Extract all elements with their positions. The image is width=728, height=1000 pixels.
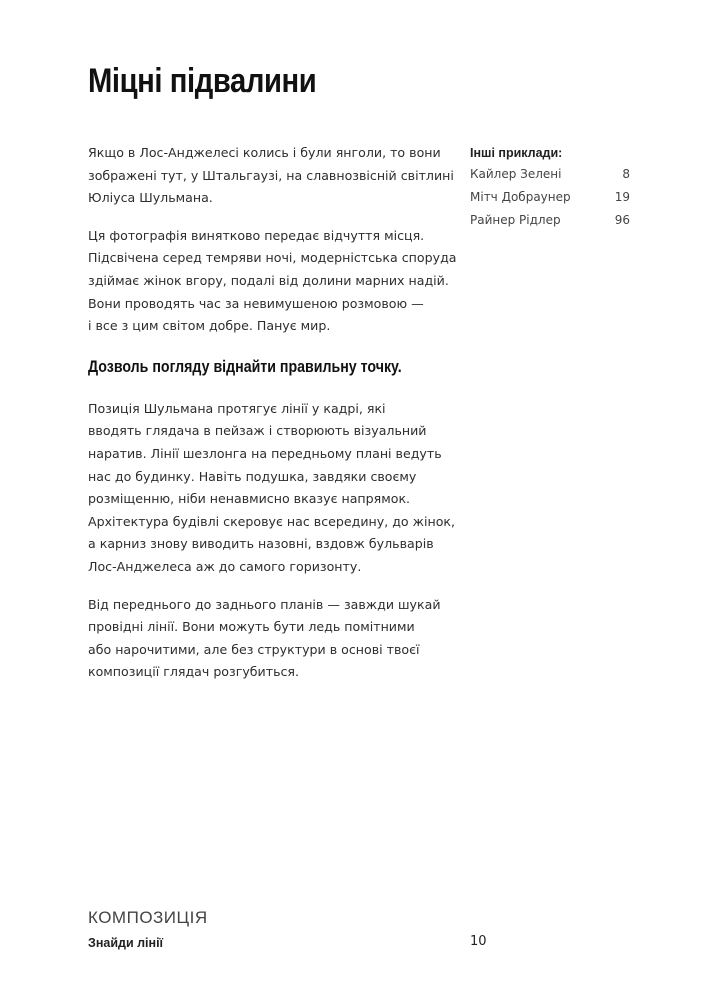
sidebar-item-page: 8	[622, 167, 630, 181]
sidebar-item	[470, 186, 630, 209]
other-examples-sidebar	[470, 146, 630, 232]
sidebar-item-name: Мітч Добраунер	[470, 190, 571, 204]
sidebar-item-name: Кайлер Зелені	[470, 167, 562, 181]
paragraph: Якщо в Лос-Анджелесі колись і були янголи, то вони зображені тут, у Штальгаузі, на славнозвісній світлині Юліуса Шульмана.	[88, 145, 454, 206]
page-title: Міцні підвалини	[88, 62, 317, 100]
paragraph: Від переднього до заднього планів — завжди шукай провідні лінії. Вони можуть бути ледь помітними або нарочитими, але без структури в основі твоєї композиції глядач розгубиться.	[88, 596, 441, 680]
sidebar-item-page: 19	[614, 190, 630, 204]
page-number: 10	[470, 934, 487, 949]
sidebar-item	[470, 163, 630, 186]
subheading: Дозволь погляду віднайти правильну точку.	[88, 357, 402, 376]
sidebar-item-name: Райнер Рідлер	[470, 213, 561, 227]
paragraph: Ця фотографія винятково передає відчуття місця. Підсвічена серед темряви ночі, модерністська споруда здіймає жінок вгору, подалі від долини марних надій. Вони проводять час за невимушеною розмовою — і все з цим світом добре. Панує мир.	[88, 227, 457, 334]
sidebar-item-page: 96	[614, 213, 630, 227]
sidebar-item	[470, 209, 630, 232]
footer-section-title: КОМПОЗИЦІЯ	[88, 908, 208, 927]
footer-chapter-title: Знайди лінії	[88, 936, 164, 950]
paragraph: Позиція Шульмана протягує лінії у кадрі, які вводять глядача в пейзаж і створюють візуальний наратив. Лінії шезлонга на передньому плані ведуть нас до будинку. Навіть подушка, завдяки своєму розміщенню, ніби ненавмисно вказує напрямок. Архітектура будівлі скеровує нас всередину, до жінок, а карниз знову виводить назовні, вздовж бульварів Лос-Анджелеса аж до самого горизонту.	[88, 400, 456, 574]
main-text	[88, 142, 463, 699]
sidebar-heading: Інші приклади:	[470, 146, 563, 160]
